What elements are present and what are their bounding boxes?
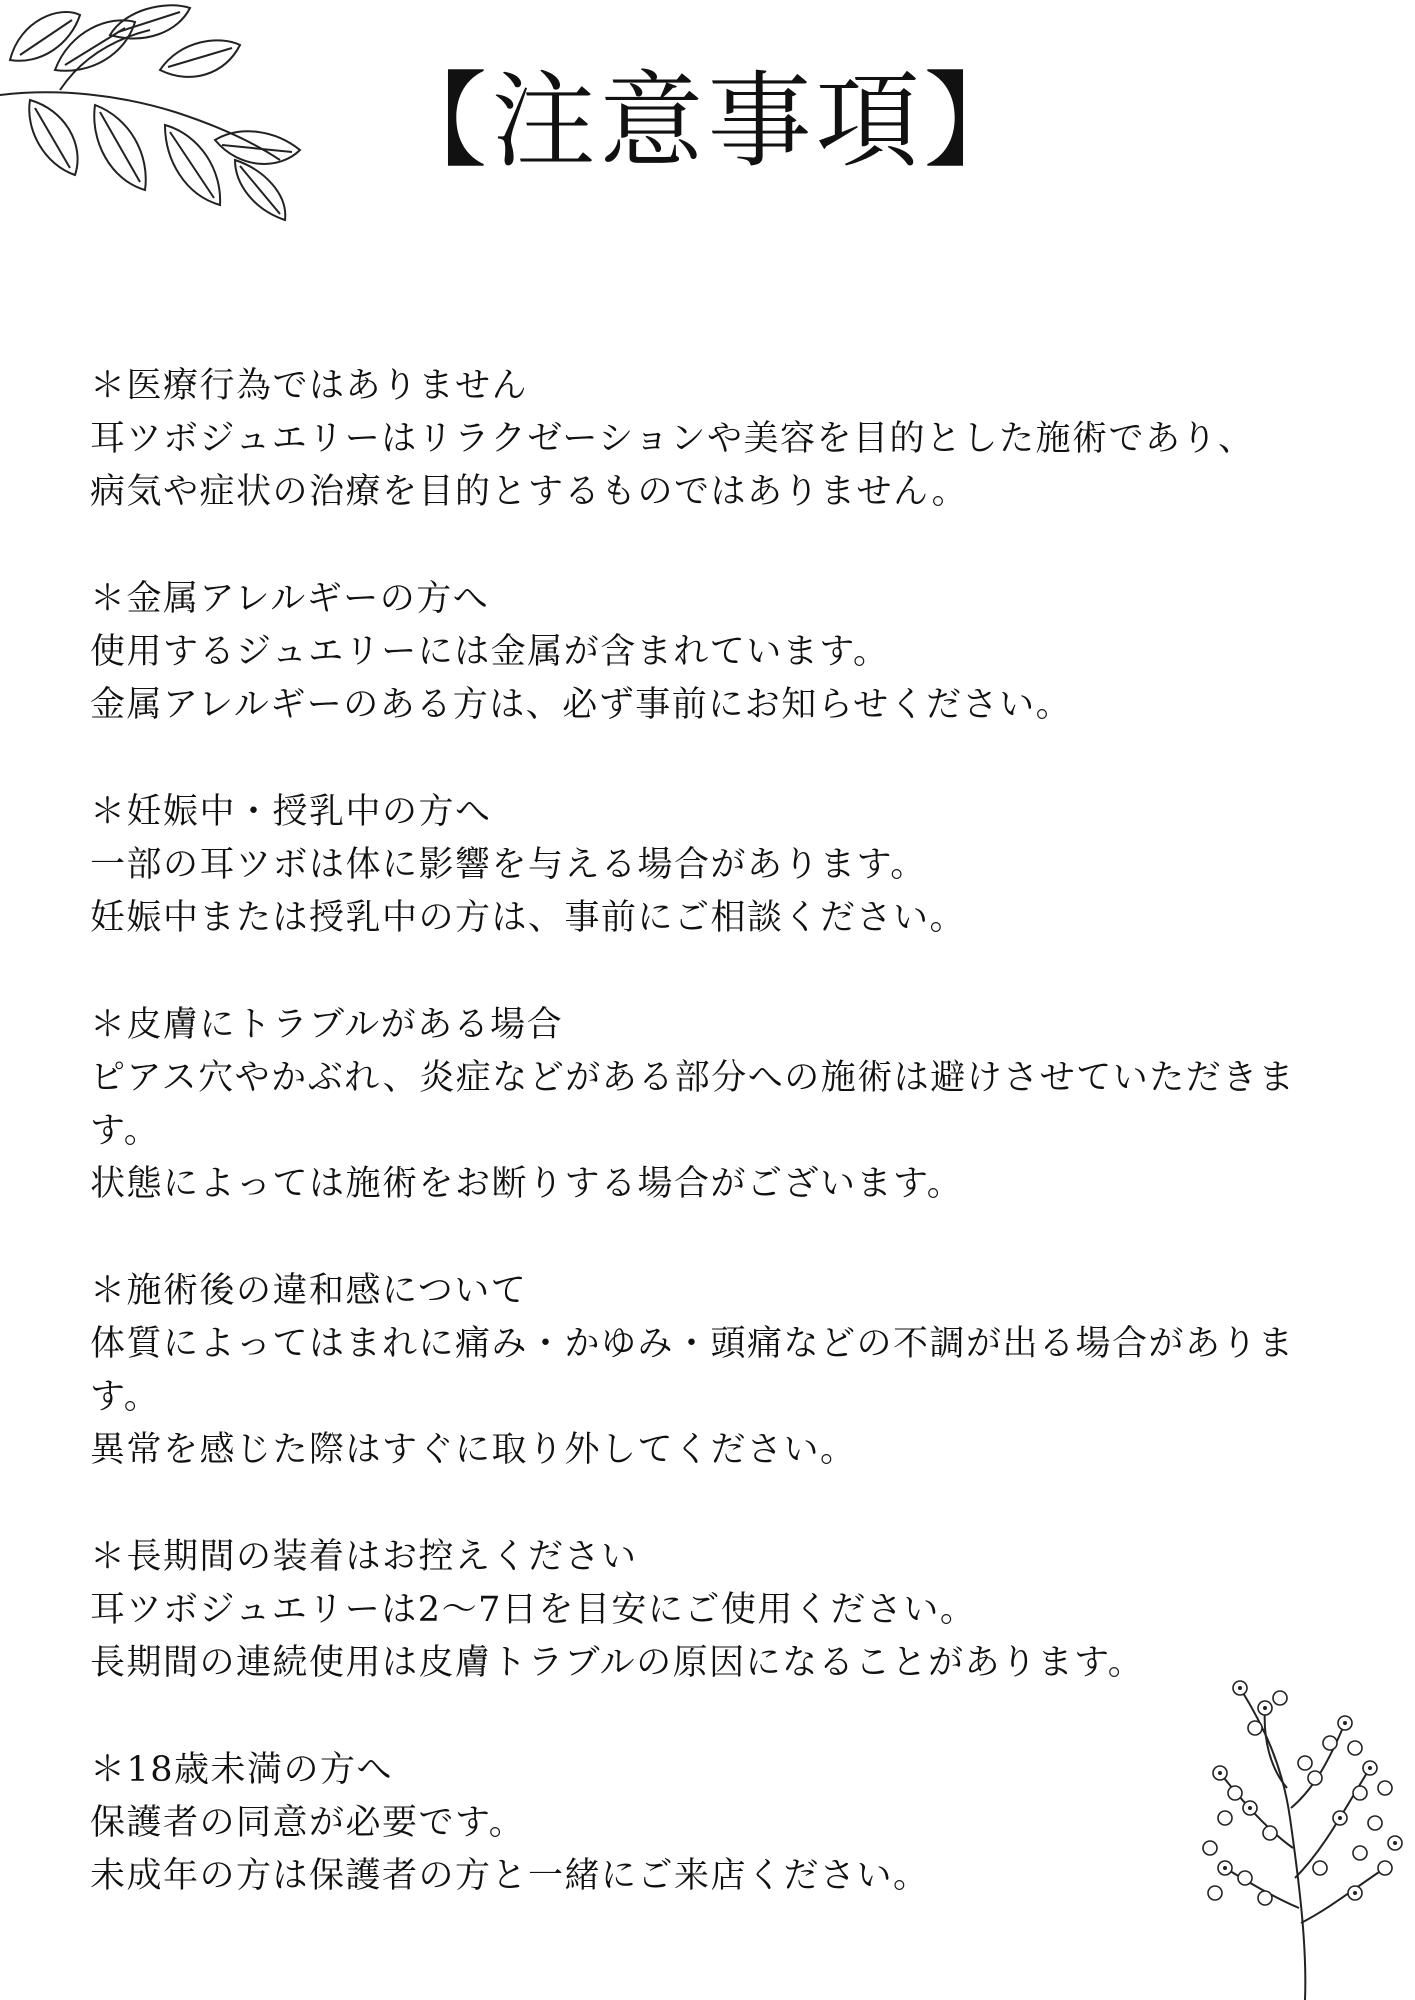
section-line: 金属アレルギーのある方は、必ず事前にお知らせください。 — [90, 685, 1073, 725]
section-heading: ＊金属アレルギーの方へ — [90, 579, 490, 619]
section-line: 体質によってはまれに痛み・かゆみ・頭痛などの不調が出る場合がありま — [90, 1324, 1295, 1364]
notice-section-metal-allergy — [90, 573, 1380, 732]
notice-section-minors — [90, 1744, 1380, 1903]
section-heading: ＊医療行為ではありません — [90, 366, 529, 406]
notice-section-medical — [90, 360, 1380, 519]
section-heading: ＊妊娠中・授乳中の方へ — [90, 792, 492, 832]
section-line: 状態によっては施術をお断りする場合がございます。 — [90, 1164, 964, 1204]
page-title: 【注意事項】 — [383, 60, 1032, 182]
notice-section-long-term-wear — [90, 1531, 1380, 1690]
section-line: 病気や症状の治療を目的とするものではありません。 — [90, 472, 969, 512]
section-line: ピアス穴やかぶれ、炎症などがある部分への施術は避けさせていただきま — [90, 1058, 1296, 1098]
section-heading: ＊施術後の違和感について — [90, 1271, 528, 1311]
flower-sprig-icon — [1195, 1668, 1415, 2000]
section-heading: ＊皮膚にトラブルがある場合 — [90, 1005, 564, 1045]
section-line: 長期間の連続使用は皮膚トラブルの原因になることがあります。 — [90, 1643, 1145, 1683]
section-line: 未成年の方は保護者の方と一緒にご来店ください。 — [90, 1856, 930, 1896]
section-line: 保護者の同意が必要です。 — [90, 1803, 526, 1843]
section-line: 異常を感じた際はすぐに取り外してください。 — [90, 1430, 857, 1470]
notice-section-pregnancy — [90, 786, 1380, 945]
section-line: 耳ツボジュエリーはリラクゼーションや美容を目的とした施術であり、 — [90, 419, 1255, 459]
notice-section-discomfort — [90, 1265, 1380, 1477]
section-line: 一部の耳ツボは体に影響を与える場合があります。 — [90, 845, 927, 885]
section-line: す。 — [90, 1377, 161, 1417]
section-line: す。 — [90, 1111, 161, 1151]
section-line: 妊娠中または授乳中の方は、事前にご相談ください。 — [90, 898, 967, 938]
section-line: 使用するジュエリーには金属が含まれています。 — [90, 632, 890, 672]
notice-section-skin-trouble — [90, 999, 1380, 1211]
section-line: 耳ツボジュエリーは2〜7日を目安にご使用ください。 — [90, 1590, 977, 1630]
notice-list — [90, 360, 1380, 1957]
section-heading: ＊長期間の装着はお控えください — [90, 1537, 638, 1577]
section-heading: ＊18歳未満の方へ — [90, 1750, 394, 1790]
